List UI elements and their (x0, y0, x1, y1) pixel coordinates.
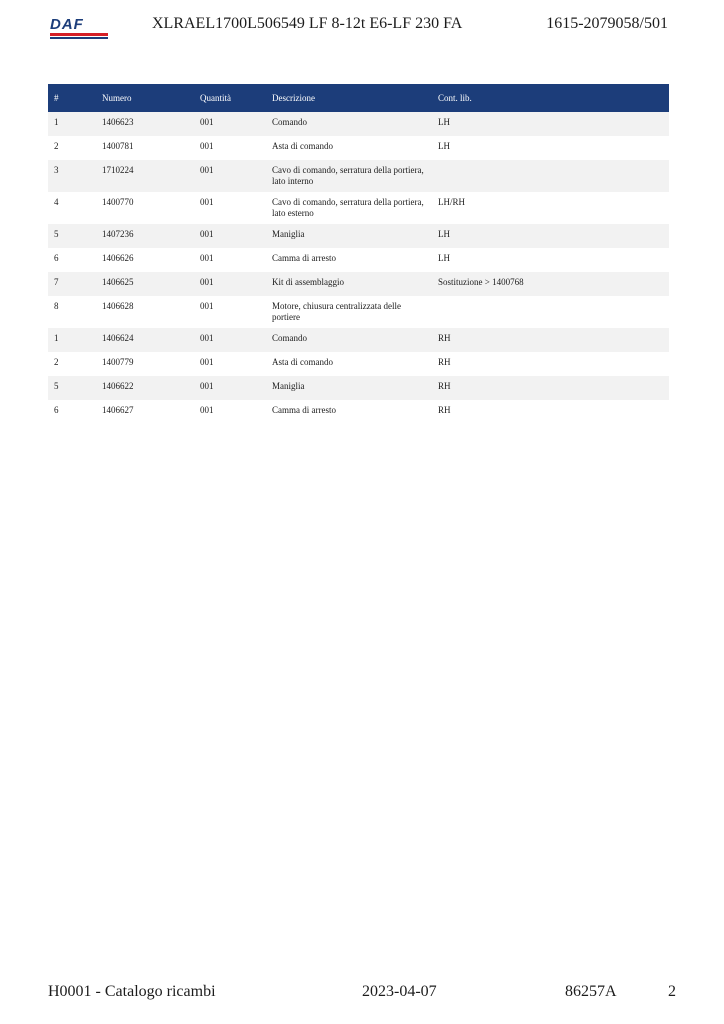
logo-red-stripe (50, 33, 108, 36)
cell-notes: RH (432, 376, 669, 400)
cell-description: Cavo di comando, serratura della portiera, lato esterno (272, 197, 424, 218)
cell-index: 4 (54, 197, 59, 207)
column-header-quantity: Quantità (194, 84, 266, 112)
cell-description: Camma di arresto (272, 405, 336, 415)
cell-quantity: 001 (200, 405, 214, 415)
cell-description: Cavo di comando, serratura della portiera, lato interno (266, 160, 432, 192)
cell-description: Comando (266, 112, 432, 136)
cell-part-number: 1400779 (102, 357, 134, 367)
cell-notes: LH (438, 141, 450, 151)
table-row (48, 248, 669, 272)
cell-description: Asta di comando (272, 357, 333, 367)
cell-part-number: 1406624 (96, 328, 194, 352)
column-header-description: Descrizione (266, 84, 432, 112)
cell-quantity: 001 (194, 376, 266, 400)
cell-index: 1 (48, 112, 96, 136)
cell-description: Comando (266, 328, 432, 352)
cell-index: 3 (48, 160, 96, 192)
cell-notes: RH (432, 328, 669, 352)
catalog-code: 1615-2079058/501 (546, 15, 668, 32)
cell-quantity: 001 (200, 357, 214, 367)
cell-index: 7 (48, 272, 96, 296)
cell-part-number: 1406628 (102, 301, 134, 311)
cell-index: 6 (54, 405, 59, 415)
cell-index: 5 (48, 376, 96, 400)
table-row (48, 224, 669, 248)
column-header-number: Numero (96, 84, 194, 112)
parts-table (48, 84, 669, 424)
table-row (48, 352, 669, 376)
cell-index: 5 (48, 224, 96, 248)
table-row (48, 160, 669, 192)
cell-part-number: 1406627 (102, 405, 134, 415)
column-header-index: # (48, 84, 96, 112)
cell-quantity: 001 (194, 112, 266, 136)
cell-index: 1 (48, 328, 96, 352)
daf-logo (50, 17, 110, 37)
cell-index: 2 (54, 141, 59, 151)
table-row (48, 136, 669, 160)
cell-part-number: 1400770 (102, 197, 134, 207)
column-header-notes: Cont. lib. (432, 84, 669, 112)
cell-part-number: 1406622 (96, 376, 194, 400)
cell-notes: RH (438, 357, 451, 367)
logo-blue-stripe (50, 37, 108, 39)
cell-part-number: 1406626 (102, 253, 134, 263)
cell-description: Maniglia (266, 224, 432, 248)
page-number: 2 (668, 983, 676, 1000)
cell-description: Kit di assemblaggio (266, 272, 432, 296)
cell-notes: Sostituzione > 1400768 (432, 272, 669, 296)
footer-title: H0001 - Catalogo ricambi (48, 983, 216, 1000)
cell-description: Asta di comando (272, 141, 333, 151)
cell-quantity: 001 (200, 197, 214, 207)
table-row (48, 328, 669, 352)
cell-description: Maniglia (266, 376, 432, 400)
cell-quantity: 001 (200, 253, 214, 263)
table-row (48, 192, 669, 224)
cell-quantity: 001 (194, 160, 266, 192)
table-row (48, 400, 669, 424)
cell-part-number: 1400781 (102, 141, 134, 151)
table-row (48, 272, 669, 296)
cell-description: Camma di arresto (272, 253, 336, 263)
cell-notes: LH/RH (438, 197, 465, 207)
cell-part-number: 1406623 (96, 112, 194, 136)
cell-quantity: 001 (194, 328, 266, 352)
cell-part-number: 1710224 (96, 160, 194, 192)
page-header (0, 0, 724, 50)
table-header-row (48, 84, 669, 112)
footer-date: 2023-04-07 (362, 983, 437, 1000)
vehicle-model: XLRAEL1700L506549 LF 8-12t E6-LF 230 FA (152, 15, 463, 32)
table-row (48, 112, 669, 136)
cell-description: Motore, chiusura centralizzata delle portiere (272, 301, 401, 322)
cell-part-number: 1406625 (96, 272, 194, 296)
cell-notes: RH (438, 405, 451, 415)
cell-notes (432, 296, 669, 328)
cell-quantity: 001 (200, 301, 214, 311)
cell-quantity: 001 (194, 272, 266, 296)
footer-reference: 86257A (565, 983, 617, 1000)
cell-notes (432, 160, 669, 192)
cell-part-number: 1407236 (96, 224, 194, 248)
cell-notes: LH (432, 224, 669, 248)
table-row (48, 376, 669, 400)
cell-index: 6 (54, 253, 59, 263)
cell-quantity: 001 (200, 141, 214, 151)
table-row (48, 296, 669, 328)
logo-text: DAF (50, 16, 84, 33)
cell-index: 2 (54, 357, 59, 367)
cell-index: 8 (54, 301, 59, 311)
cell-notes: LH (438, 253, 450, 263)
cell-notes: LH (432, 112, 669, 136)
cell-quantity: 001 (194, 224, 266, 248)
